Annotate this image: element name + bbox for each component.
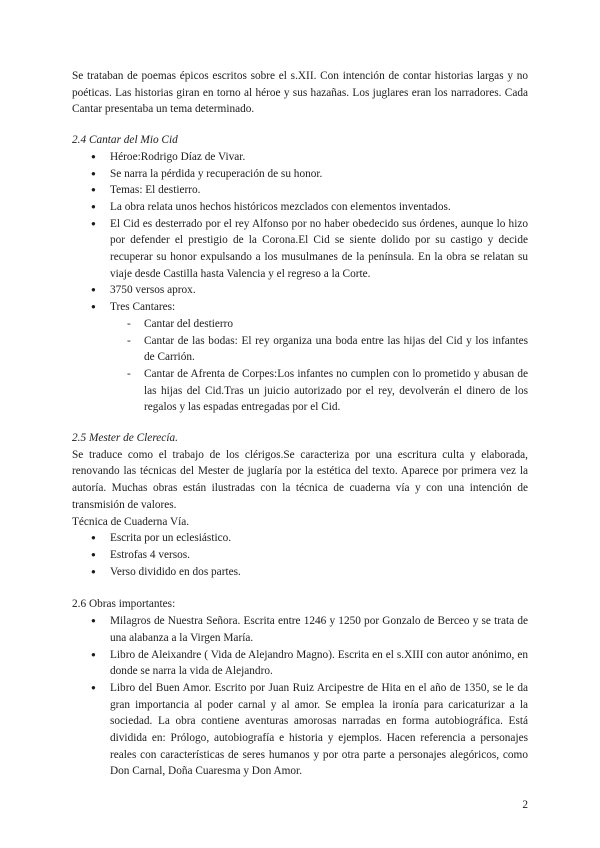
section-heading-mester-clerecia: 2.5 Mester de Clerecía. (72, 432, 178, 445)
spacer (72, 580, 528, 596)
document-page (72, 68, 528, 780)
mester-paragraph: Se traduce como el trabajo de los clérigos.Se caracteriza por una escritura culta y elaborada, renovando las técnicas del Mester de juglaría por la estética del texto. Aparece por primera vez la autoría. Muchas obras están ilustradas con la técnica de cuaderna vía y con una intención de transmisión de valores. (72, 448, 528, 511)
technique-label: Técnica de Cuaderna Vía. (72, 515, 190, 528)
cantares-dash-list (110, 316, 528, 416)
section-heading-obras-importantes: 2.6 Obras importantes: (72, 598, 176, 611)
list-item: ● Libro del Buen Amor. Escrito por Juan Ruiz Arcipestre de Hita en el año de 1350, se le da gran importancia al poder carnal y al amor. Se emplea la ironía para caricaturizar a la sociedad. La obra contiene aventuras amorosas narradas en forma autobiográfica. Está dividida en: Prólogo, autobiografía e historia y ejemplos. Hacen referencia a personajes reales con características de seres humanos y por otra parte a personajes alegóricos, como Don Carnal, Doña Cuaresma y Don Amor. (110, 680, 528, 780)
list-item: ● Héroe:Rodrigo Díaz de Vivar. (110, 149, 528, 166)
list-item: ● El Cid es desterrado por el rey Alfonso por no haber obedecido sus órdenes, aunque lo hizo por defender el prestigio de la Corona.El Cid se siente dolido por su castigo y decide recuperar su honor expulsando a los musulmanes de la península. En la obra se relatan su viaje desde Castilla hasta Valencia y el regreso a la Corte. (110, 216, 528, 283)
list-item: ● Verso dividido en dos partes. (110, 564, 528, 581)
section-heading-cantar-mio-cid: 2.4 Cantar del Mio Cid (72, 134, 178, 147)
cid-bullet-list (72, 149, 528, 416)
list-item: ● Milagros de Nuestra Señora. Escrita entre 1246 y 1250 por Gonzalo de Berceo y se trata de una alabanza a la Virgen María. (110, 613, 528, 646)
cantar-item: - Cantar del destierro (144, 316, 528, 333)
obras-bullet-list (72, 613, 528, 780)
technique-bullet-list (72, 530, 528, 580)
list-item: ● Libro de Aleixandre ( Vida de Alejandro Magno). Escrita en el s.XIII con autor anónimo, en donde se narra la vida de Alejandro. (110, 647, 528, 680)
list-item: ● 3750 versos aprox. (110, 282, 528, 299)
spacer (72, 416, 528, 430)
list-item-tres-cantares (110, 299, 528, 416)
list-item-label: Tres Cantares: (110, 301, 176, 314)
list-item: ● Temas: El destierro. (110, 182, 528, 199)
list-item: ● Se narra la pérdida y recuperación de su honor. (110, 166, 528, 183)
list-item: ● Escrita por un eclesiástico. (110, 530, 528, 547)
intro-paragraph: Se trataban de poemas épicos escritos sobre el s.XII. Con intención de contar historias largas y no poéticas. Las historias giran en torno al héroe y sus hazañas. Los juglares eran los narradores. Cada Cantar presentaba un tema determinado. (72, 70, 528, 116)
spacer (72, 118, 528, 132)
page-number: 2 (522, 799, 528, 811)
list-item: ● Estrofas 4 versos. (110, 547, 528, 564)
cantar-item: - Cantar de las bodas: El rey organiza una boda entre las hijas del Cid y los infantes de Carrión. (144, 333, 528, 366)
cantar-item: - Cantar de Afrenta de Corpes:Los infantes no cumplen con lo prometido y abusan de las hijas del Cid.Tras un juicio autorizado por el rey, devolverán el dinero de los regalos y las espadas entregadas por el Cid. (144, 366, 528, 416)
list-item: ● La obra relata unos hechos históricos mezclados con elementos inventados. (110, 199, 528, 216)
